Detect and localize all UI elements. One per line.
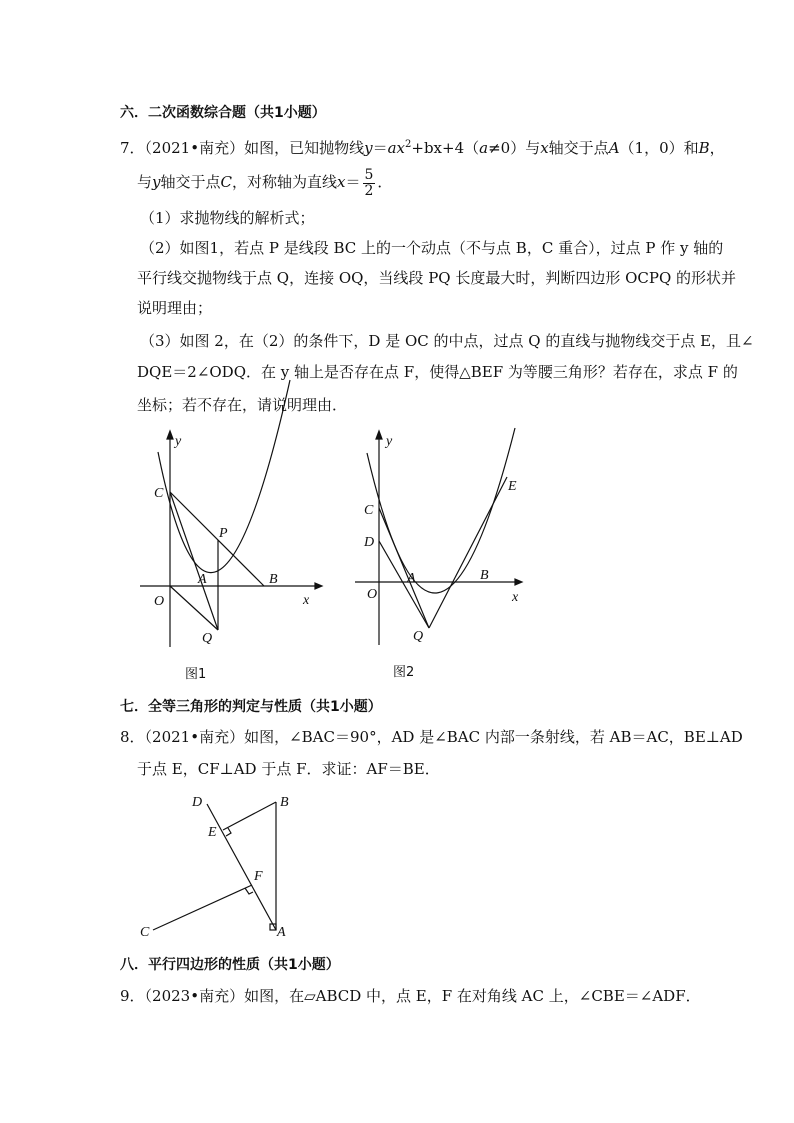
label-B: B — [480, 568, 489, 583]
question-7-part-3-line-1: （3）如图 2，在（2）的条件下，D 是 OC 的中点，过点 Q 的直线与抛物线交于点 E，且∠ — [140, 332, 754, 350]
figure-1-diagram — [140, 425, 330, 690]
label-C: C — [364, 503, 374, 518]
math-var: y — [152, 173, 161, 191]
label-x: x — [512, 590, 519, 605]
math-exponent: 2 — [405, 139, 412, 150]
label-O: O — [367, 587, 378, 602]
text: 与 — [137, 173, 153, 191]
label-B: B — [280, 795, 289, 810]
label-Q: Q — [413, 629, 424, 644]
question-number: 8． — [120, 728, 145, 746]
question-8-line-2: 于点 E，CF⊥AD 于点 F．求证：AF＝BE． — [137, 760, 440, 778]
math-text: ≠0）与 — [488, 139, 541, 157]
question-7-part-1: （1）求抛物线的解析式； — [140, 209, 315, 227]
label-Q: Q — [202, 631, 213, 646]
label-A: A — [198, 572, 207, 587]
math-var: B — [698, 139, 710, 157]
math-var: ax — [387, 139, 405, 157]
label-E: E — [508, 479, 517, 494]
math-var: x — [337, 173, 346, 191]
question-7-part-2-line-1: （2）如图1，若点 P 是线段 BC 上的一个动点（不与点 B，C 重合），过点 P 作 y 轴的 — [140, 239, 724, 257]
question-source: （2021•南充） — [144, 728, 245, 746]
y-axis-arrow — [167, 431, 173, 439]
question-number: 9． — [120, 987, 145, 1005]
x-axis-arrow — [315, 583, 322, 589]
fraction-denominator: 2 — [364, 182, 374, 199]
question-source: （2021•南充） — [144, 139, 245, 157]
math-var: x — [540, 139, 549, 157]
question-7-part-2-line-3: 说明理由； — [137, 299, 213, 317]
section-heading-7: 七．全等三角形的判定与性质（共1小题） — [120, 699, 382, 715]
text: ． — [377, 173, 393, 191]
text: 轴交于点 — [548, 139, 609, 157]
label-E: E — [208, 825, 217, 840]
question-9-line-1 — [120, 986, 701, 1006]
text: 轴交于点 — [160, 173, 221, 191]
section-heading-6: 六．二次函数综合题（共1小题） — [120, 105, 326, 121]
question-7-part-3-line-2: DQE＝2∠ODQ．在 y 轴上是否存在点 F，使得△BEF 为等腰三角形？若存在，求点 F 的 — [137, 363, 738, 381]
text: （1，0）和 — [619, 139, 699, 157]
segment-CF — [153, 885, 252, 930]
segment-CQ — [379, 508, 429, 628]
segment-DQ — [379, 541, 429, 628]
section-heading-8: 八．平行四边形的性质（共1小题） — [120, 957, 340, 973]
math-var: C — [220, 173, 232, 191]
label-O: O — [154, 594, 165, 609]
math-var: a — [479, 139, 489, 157]
text: 如图，在▱ABCD 中，点 E，F 在对角线 AC 上，∠CBE＝∠ADF． — [244, 987, 701, 1005]
question-7-part-3-line-3: 坐标；若不存在，请说明理由． — [137, 396, 348, 414]
y-axis-arrow — [376, 431, 382, 439]
text: 如图，已知抛物线 — [244, 139, 365, 157]
math-var: A — [608, 139, 620, 157]
x-axis-arrow — [515, 579, 522, 585]
ray-AD — [207, 804, 276, 930]
question-7-line-2 — [137, 165, 392, 199]
question-7-part-2-line-2: 平行线交抛物线于点 Q，连接 OQ，当线段 PQ 长度最大时，判断四边形 OCPQ 的形状并 — [137, 269, 737, 287]
question-8-line-1 — [120, 727, 743, 747]
text: ，对称轴为直线 — [232, 173, 338, 191]
right-angle-F — [245, 888, 253, 894]
segment-CQ — [170, 492, 218, 630]
text: ， — [709, 139, 725, 157]
question-source: （2023•南充） — [144, 987, 245, 1005]
label-A: A — [277, 925, 286, 940]
figure-2-diagram — [355, 425, 530, 690]
label-x: x — [303, 593, 310, 608]
question-number: 7． — [120, 139, 145, 157]
fraction — [363, 168, 376, 199]
parabola — [367, 428, 515, 593]
figure-2-caption: 图2 — [393, 665, 415, 680]
question-8-diagram — [135, 790, 295, 940]
figure-1-caption: 图1 — [185, 667, 207, 682]
segment-BE — [223, 802, 276, 830]
label-y: y — [175, 434, 182, 449]
math-op: ＝ — [345, 173, 361, 191]
label-B: B — [269, 572, 278, 587]
label-A: A — [407, 571, 416, 586]
label-C: C — [140, 925, 150, 940]
label-D: D — [364, 535, 375, 550]
segment-CB — [170, 492, 264, 586]
right-angle-E — [226, 828, 231, 836]
label-P: P — [219, 526, 228, 541]
label-D: D — [192, 795, 203, 810]
label-y: y — [386, 434, 393, 449]
math-var: y — [364, 139, 373, 157]
math-text: +bx+4（ — [411, 139, 480, 157]
text: 如图，∠BAC＝90°，AD 是∠BAC 内部一条射线，若 AB＝AC，BE⊥AD — [244, 728, 743, 746]
label-F: F — [254, 869, 263, 884]
fraction-numerator: 5 — [364, 166, 374, 183]
question-7-line-1 — [120, 135, 725, 158]
math-op: ＝ — [372, 139, 388, 157]
segment-QE — [429, 477, 507, 628]
label-C: C — [154, 486, 164, 501]
